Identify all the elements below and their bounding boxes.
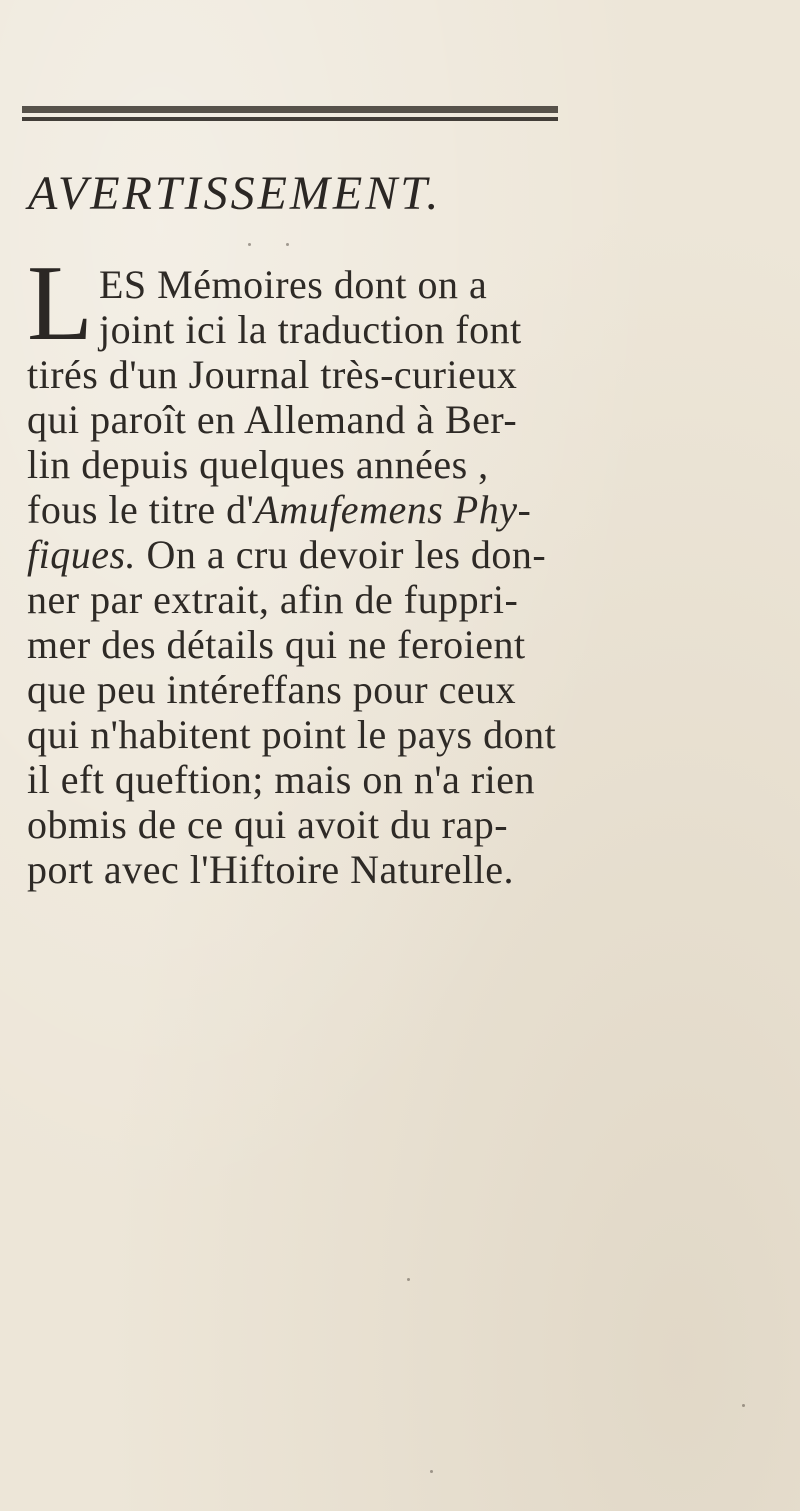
paper-speck [248, 243, 251, 246]
text-line-content: que peu intéreffans pour ceux [27, 667, 517, 712]
text-line [27, 442, 612, 487]
text-line [27, 757, 612, 802]
ornamental-rule [22, 104, 558, 124]
text-line-content: qui paroît en Allemand à Ber- [27, 397, 518, 442]
text-line-content: port avec l'Hiftoire Naturelle. [27, 847, 514, 892]
text-line [27, 802, 612, 847]
text-line [27, 577, 612, 622]
text-line-content: obmis de ce qui avoit du rap- [27, 802, 509, 847]
page-heading: AVERTISSEMENT. [28, 167, 442, 220]
text-line-content: ES Mémoires dont on a [99, 262, 488, 307]
text-line-content: ner par extrait, afin de fuppri- [27, 577, 519, 622]
text-line [27, 487, 612, 532]
text-line [27, 712, 612, 757]
text-line-content: mer des détails qui ne feroient [27, 622, 526, 667]
drop-cap-letter: L [27, 244, 93, 363]
text-line [27, 262, 612, 307]
text-line-content: joint ici la traduction font [99, 307, 522, 352]
paper-speck [407, 1278, 410, 1281]
paper-speck [286, 243, 289, 246]
text-line [27, 847, 612, 892]
text-line-content: fous le titre d' [27, 487, 255, 532]
text-line-content: On a cru devoir les don- [136, 532, 547, 577]
text-line [27, 307, 612, 352]
text-line [27, 667, 612, 712]
paper-speck [742, 1404, 745, 1407]
body-text [27, 262, 612, 892]
paper-speck [430, 1470, 433, 1473]
text-line [27, 397, 612, 442]
text-line-content: tirés d'un Journal très-curieux [27, 352, 518, 397]
italic-title-part: Amufemens Phy- [254, 487, 532, 532]
text-line-content: il eft queftion; mais on n'a rien [27, 757, 536, 802]
italic-title-part: fiques. [27, 532, 137, 577]
text-line-content: lin depuis quelques années , [27, 442, 489, 487]
text-line [27, 532, 612, 577]
text-line [27, 622, 612, 667]
text-line-content: qui n'habitent point le pays dont [27, 712, 557, 757]
text-line [27, 352, 612, 397]
